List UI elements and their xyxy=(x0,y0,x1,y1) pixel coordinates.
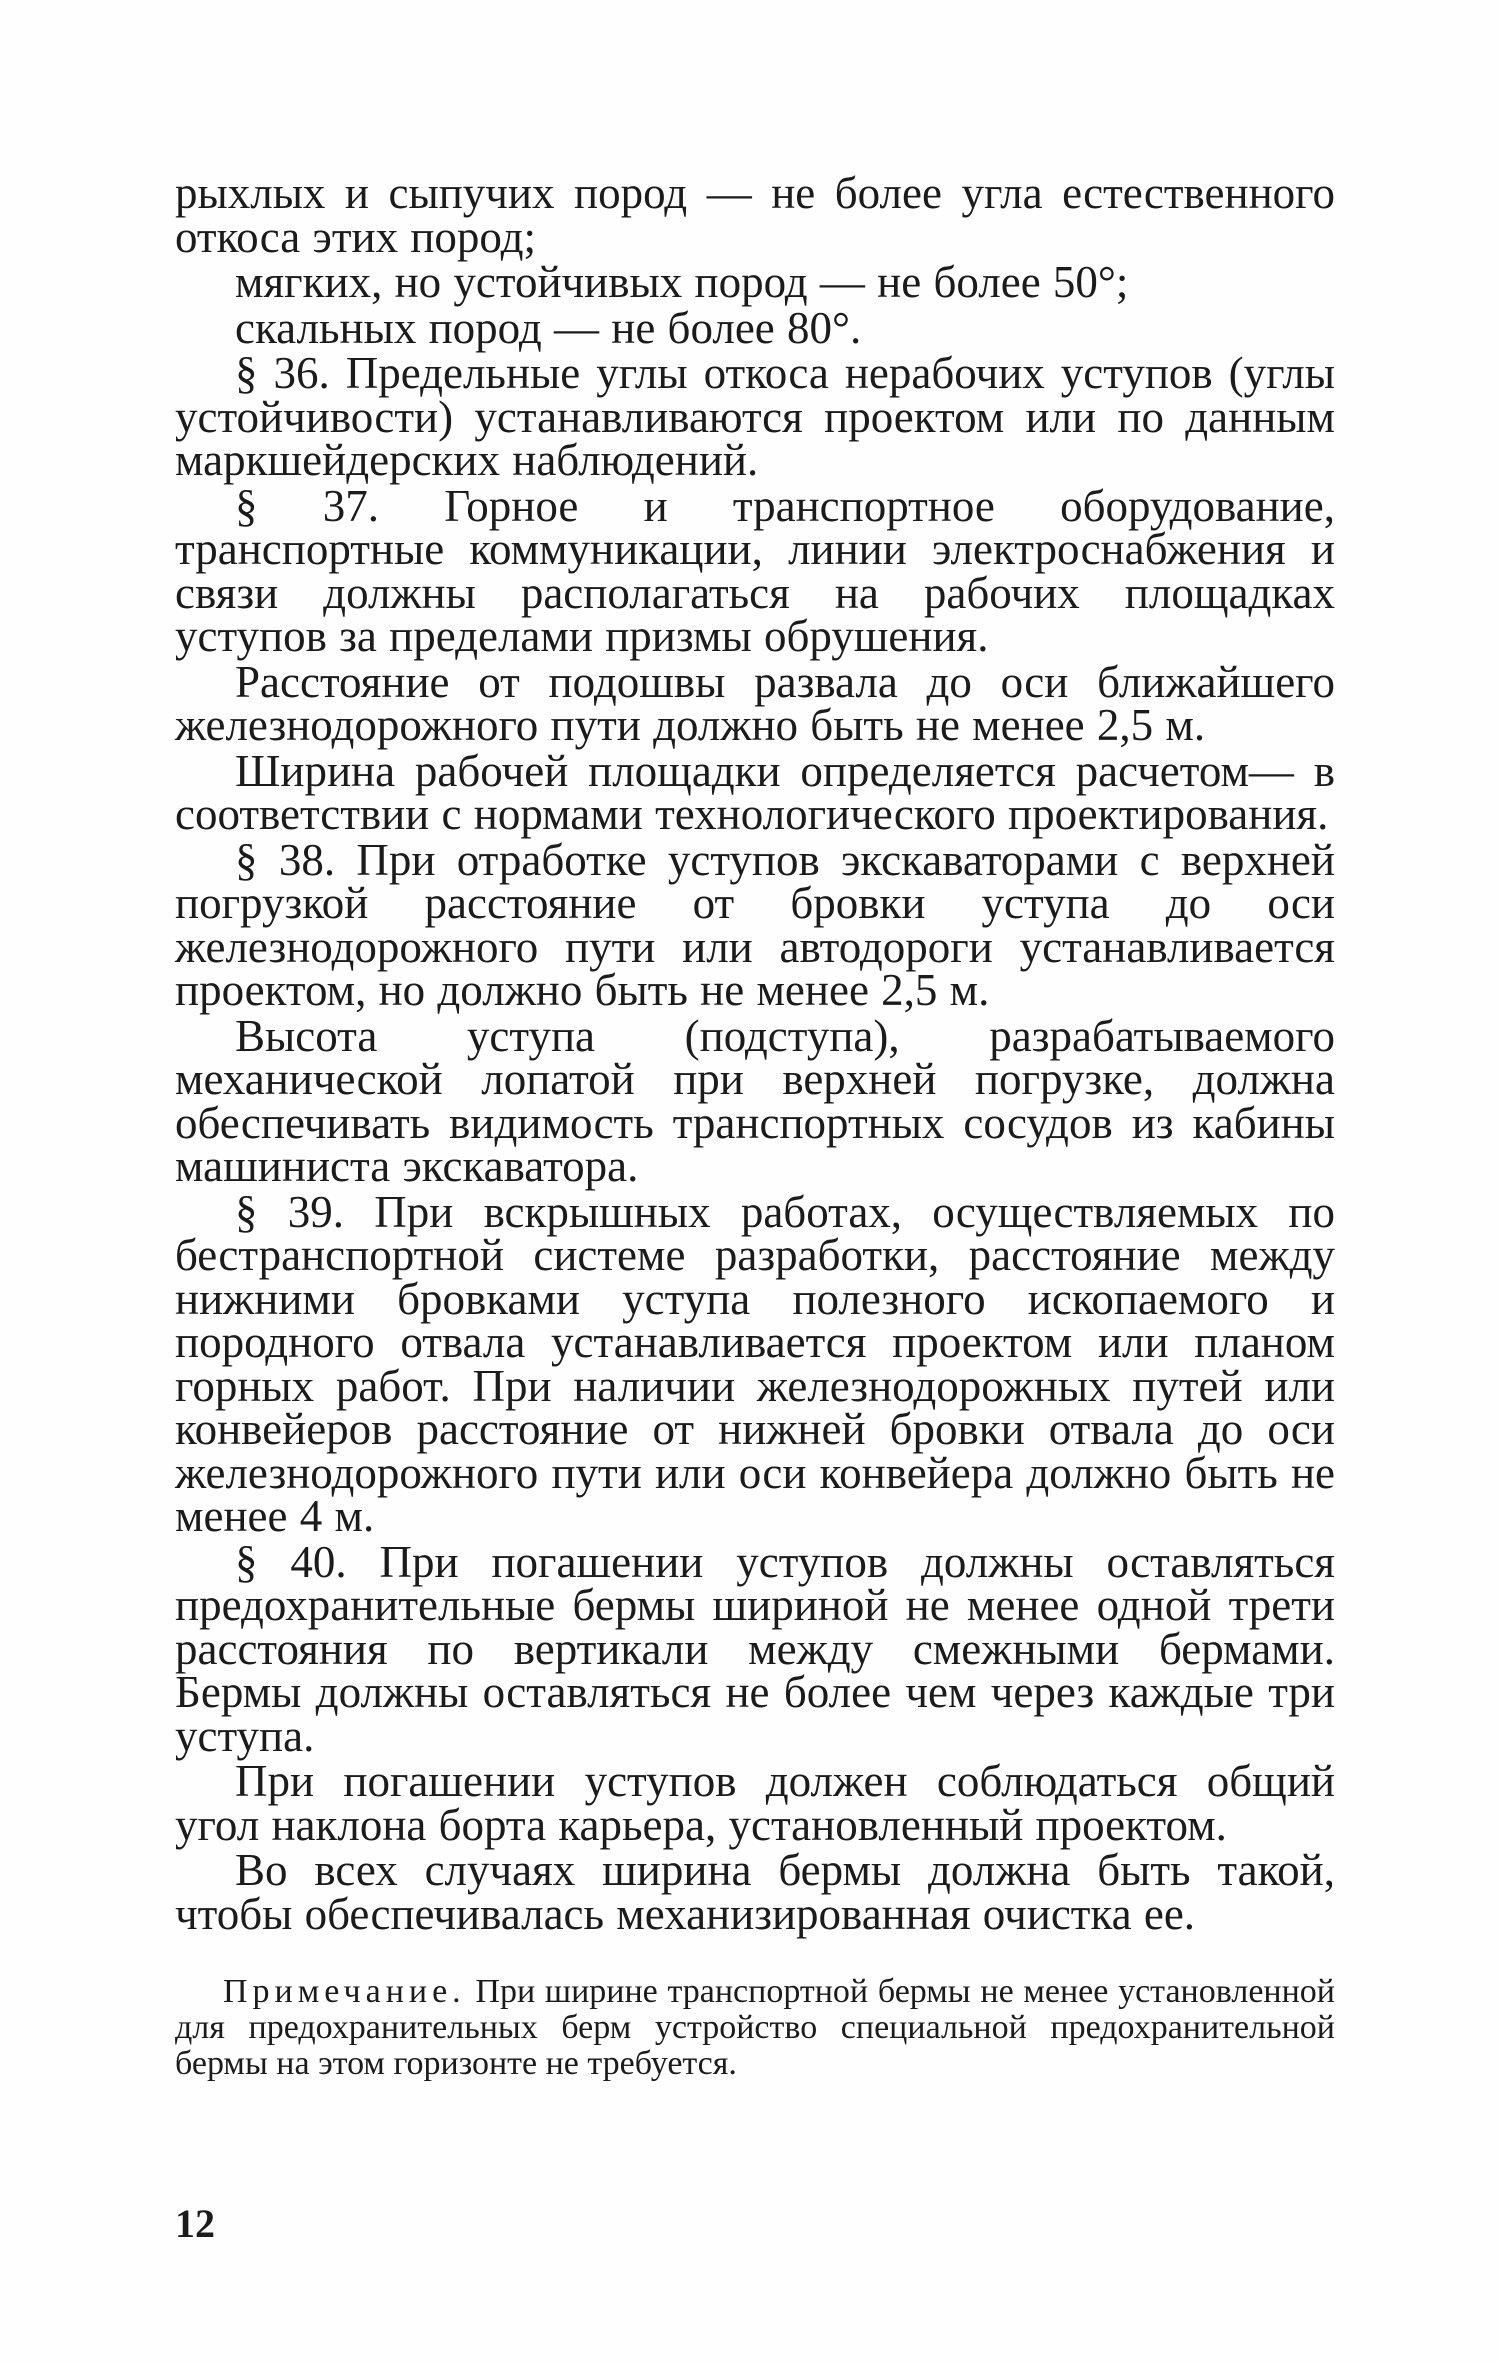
footnote xyxy=(175,1974,1335,2082)
page-number: 12 xyxy=(175,2201,215,2246)
paragraph-bench-height: Высота уступа (подступа), разрабатываемого механической лопатой при верхней погрузке, должна обеспечивать видимость транспортных сосудов из кабины машиниста экскаватора. xyxy=(175,1010,1335,1191)
section-40: § 40. При погашении уступов должны оставляться предохранительные бермы шириной не менее одной трети расстояния по вертикали между смежными бермами. Бермы должны оставляться не более чем через каждые три уступа. xyxy=(175,1536,1335,1761)
note-text: При ширине транспортной бермы не менее установленной для предохранительных берм устройство специальной предохранительной бермы на этом горизонте не требуется. xyxy=(175,1973,1335,2082)
page-body xyxy=(175,168,1335,2116)
section-39: § 39. При вскрышных работах, осуществляемых по бестранспортной системе разработки, расстояние между нижними бровками уступа полезного ископаемого и породного отвала устанавливается проектом или планом горных работ. При наличии железнодорожных путей или конвейеров расстояние от нижней бровки отвала до оси железнодорожного пути или оси конвейера должно быть не менее 4 м. xyxy=(175,1186,1335,1541)
paragraph-platform-width: Ширина рабочей площадки определяется расчетом— в соответствии с нормами технологического проектирования. xyxy=(175,745,1335,839)
section-38: § 38. При отработке уступов экскаваторами с верхней погрузкой расстояние от бровки уступа до оси железнодорожного пути или автодороги устанавливается проектом, но должно быть не менее 2,5 м. xyxy=(175,834,1335,1015)
paragraph-distance-rail: Расстояние от подошвы развала до оси ближайшего железнодорожного пути должно быть не менее 2,5 м. xyxy=(175,656,1335,750)
section-36: § 36. Предельные углы откоса нерабочих уступов (углы устойчивости) устанавливаются проектом или по данным маркшейдерских наблюдений. xyxy=(175,348,1335,485)
paragraph-hard-rock: скальных пород — не более 80°. xyxy=(235,302,862,353)
paragraph-berm-width: Во всех случаях ширина бермы должна быть такой, чтобы обеспечивалась механизированная очистка ее. xyxy=(175,1845,1335,1939)
paragraph-slope-angle: При погашении уступов должен соблюдаться общий угол наклона борта карьера, установленный проектом. xyxy=(175,1756,1335,1850)
paragraph-soft-rock: мягких, но устойчивых пород — не более 50°; xyxy=(235,257,1129,307)
note-label: Примечание. xyxy=(223,1973,466,2010)
section-37: § 37. Горное и транспортное оборудование, транспортные коммуникации, линии электроснабжения и связи должны располагаться на рабочих площадках уступов за пределами призмы обрушения. xyxy=(175,480,1335,661)
paragraph-continuation: рыхлых и сыпучих пород — не более угла естественного откоса этих пород; xyxy=(175,168,1335,262)
